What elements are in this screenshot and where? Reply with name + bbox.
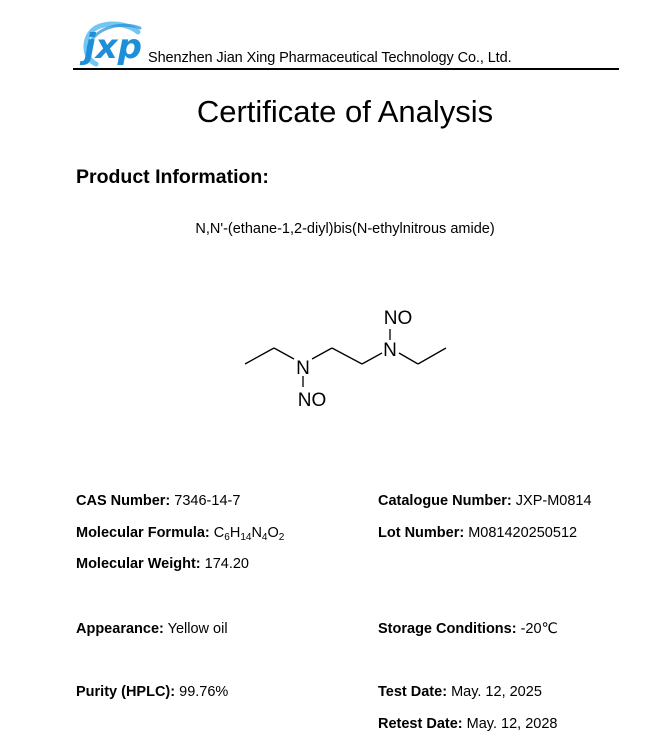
catalogue-number: Catalogue Number: JXP-M0814 xyxy=(378,493,592,509)
appearance-value: Yellow oil xyxy=(167,621,228,637)
retest-date: Retest Date: May. 12, 2028 xyxy=(378,716,558,732)
document-title: Certificate of Analysis xyxy=(196,94,494,129)
catalogue-number-value: JXP-M0814 xyxy=(515,493,592,509)
company-name: Shenzhen Jian Xing Pharmaceutical Technology Co., Ltd. xyxy=(148,50,512,66)
molecular-formula: Molecular Formula: $C_6H_{14}N_4O_2$ xyxy=(76,525,285,543)
company-logo xyxy=(78,18,150,70)
cas-number: CAS Number: 7346-14-7 xyxy=(76,493,241,509)
chemical-structure xyxy=(240,300,450,415)
nitroso-group-left: NO xyxy=(297,390,327,411)
molecular-weight: Molecular Weight: 174.20 xyxy=(76,556,249,572)
appearance: Appearance: Yellow oil xyxy=(76,621,228,637)
retest-date-value: May. 12, 2028 xyxy=(466,716,558,732)
logo-text: jxp xyxy=(84,27,142,67)
molecular-formula-value: $C_6H_{14}N_4O_2$ xyxy=(213,525,285,543)
product-name: N,N'-(ethane-1,2-diyl)bis(N-ethylnitrous amide) xyxy=(195,221,495,237)
molecular-weight-value: 174.20 xyxy=(204,556,249,572)
test-date-value: May. 12, 2025 xyxy=(451,684,542,700)
test-date: Test Date: May. 12, 2025 xyxy=(378,684,542,700)
purity-value: 99.76% xyxy=(179,684,229,700)
section-title: Product Information: xyxy=(76,166,269,188)
purity-hplc: Purity (HPLC): 99.76% xyxy=(76,684,229,700)
lot-number-value: M081420250512 xyxy=(468,525,578,541)
header-divider xyxy=(73,68,619,70)
storage-conditions: Storage Conditions: -20℃ xyxy=(378,621,558,637)
cas-number-value: 7346-14-7 xyxy=(174,493,241,509)
lot-number: Lot Number: M081420250512 xyxy=(378,525,578,541)
nitroso-group-right: NO xyxy=(383,308,413,329)
storage-conditions-value: -20℃ xyxy=(520,621,558,637)
atom-n-left: N xyxy=(296,358,310,379)
atom-n-right: N xyxy=(383,340,397,361)
